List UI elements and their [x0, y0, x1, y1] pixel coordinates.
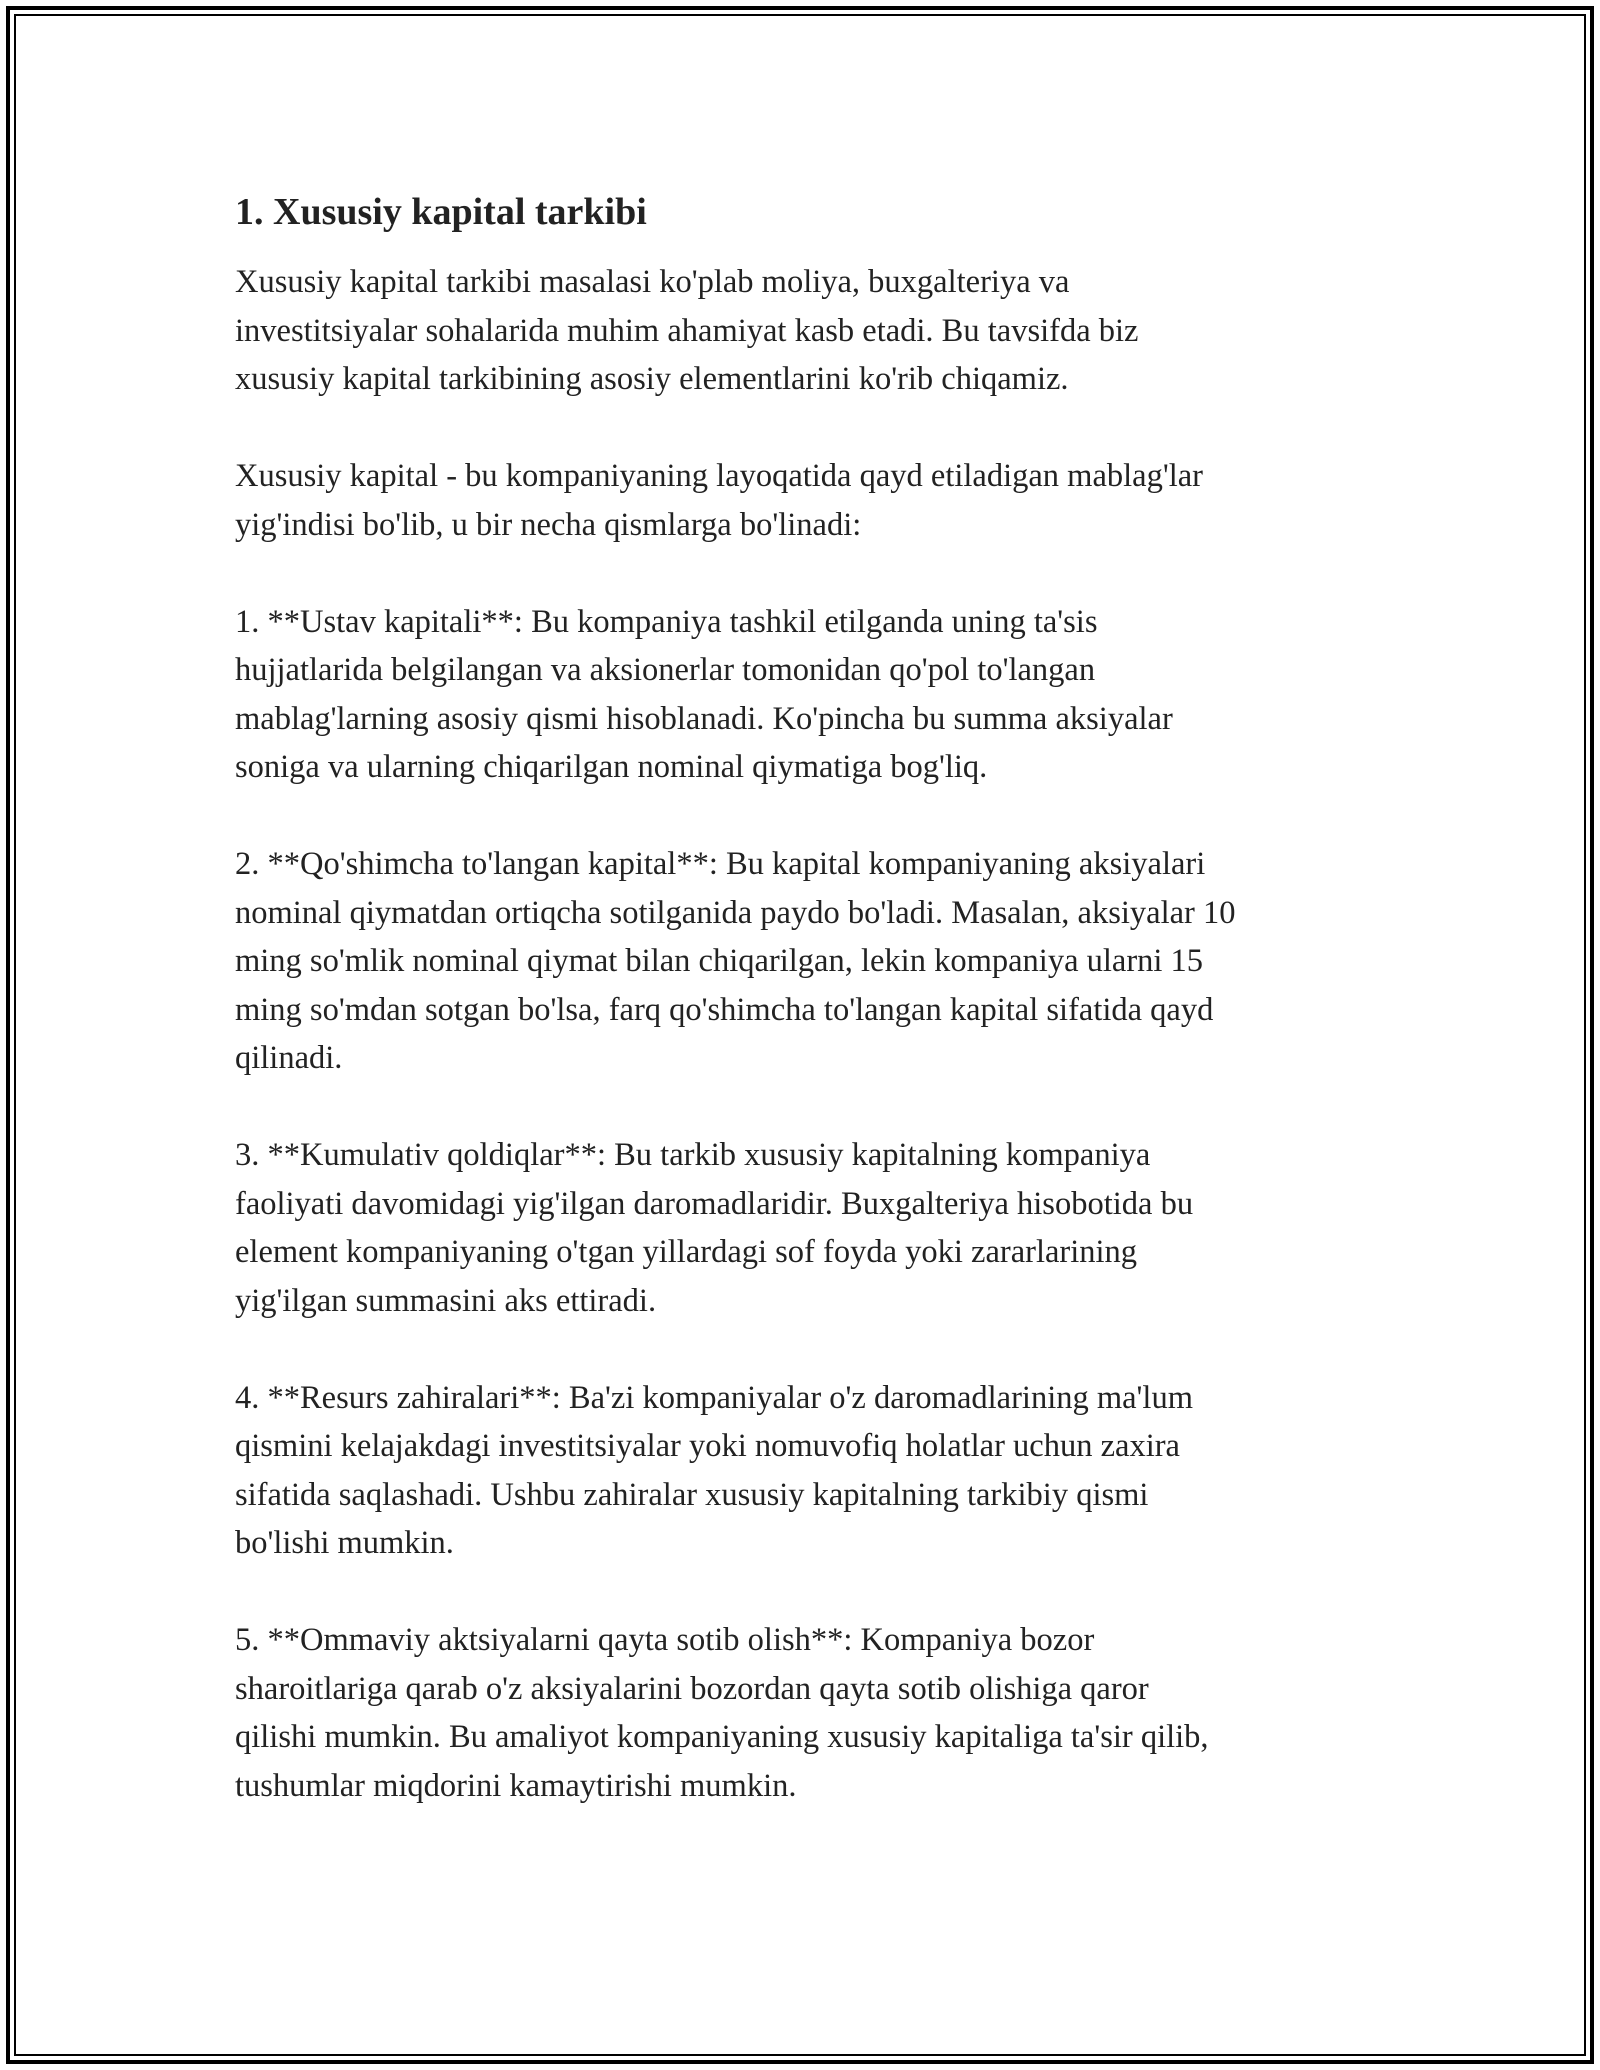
document-body	[235, 188, 1385, 1859]
list-item-aktsiyalarni-qayta-sotib-olish: 5. **Ommaviy aktsiyalarni qayta sotib olish**: Kompaniya bozor sharoitlariga qarab o'z aksiyalarini bozordan qayta sotib olishiga qaror qilishi mumkin. Bu amaliyot kompaniyaning xususiy kapitaliga ta'sir qilib, tushumlar miqdorini kamaytirishi mumkin.	[235, 1622, 1209, 1804]
paragraph-definition: Xususiy kapital - bu kompaniyaning layoqatida qayd etiladigan mablag'lar yig'indisi bo'lib, u bir necha qismlarga bo'linadi:	[235, 458, 1203, 543]
list-item-qoshimcha-kapital: 2. **Qo'shimcha to'langan kapital**: Bu kapital kompaniyaning aksiyalari nominal qiymatdan ortiqcha sotilganida paydo bo'ladi. Masalan, aksiyalar 10 ming so'mlik nominal qiymat bilan chiqarilgan, lekin kompaniya ularni 15 ming so'mdan sotgan bo'lsa, farq qo'shimcha to'langan kapital sifatida qayd qilinadi.	[235, 846, 1236, 1076]
document-title: 1. Xususiy kapital tarkibi	[235, 191, 647, 233]
list-item-ustav-kapitali: 1. **Ustav kapitali**: Bu kompaniya tashkil etilganda uning ta'sis hujjatlarida belgilangan va aksionerlar tomonidan qo'pol to'langan mablag'larning asosiy qismi hisoblanadi. Ko'pincha bu summa aksiyalar soniga va ularning chiqarilgan nominal qiymatiga bog'liq.	[235, 603, 1173, 785]
paragraph-intro: Xususiy kapital tarkibi masalasi ko'plab moliya, buxgalteriya va investitsiyalar sohalarida muhim ahamiyat kasb etadi. Bu tavsifda biz xususiy kapital tarkibining asosiy elementlarini ko'rib chiqamiz.	[235, 264, 1139, 397]
list-item-kumulativ-qoldiqlar: 3. **Kumulativ qoldiqlar**: Bu tarkib xususiy kapitalning kompaniya faoliyati davomidagi yig'ilgan daromadlaridir. Buxgalteriya hisobotida bu element kompaniyaning o'tgan yillardagi sof foyda yoki zararlarining yig'ilgan summasini aks ettiradi.	[235, 1137, 1194, 1319]
list-item-resurs-zahiralari: 4. **Resurs zahiralari**: Ba'zi kompaniyalar o'z daromadlarining ma'lum qismini kelajakdagi investitsiyalar yoki nomuvofiq holatlar uchun zaxira sifatida saqlashadi. Ushbu zahiralar xususiy kapitalning tarkibiy qismi bo'lishi mumkin.	[235, 1379, 1193, 1561]
